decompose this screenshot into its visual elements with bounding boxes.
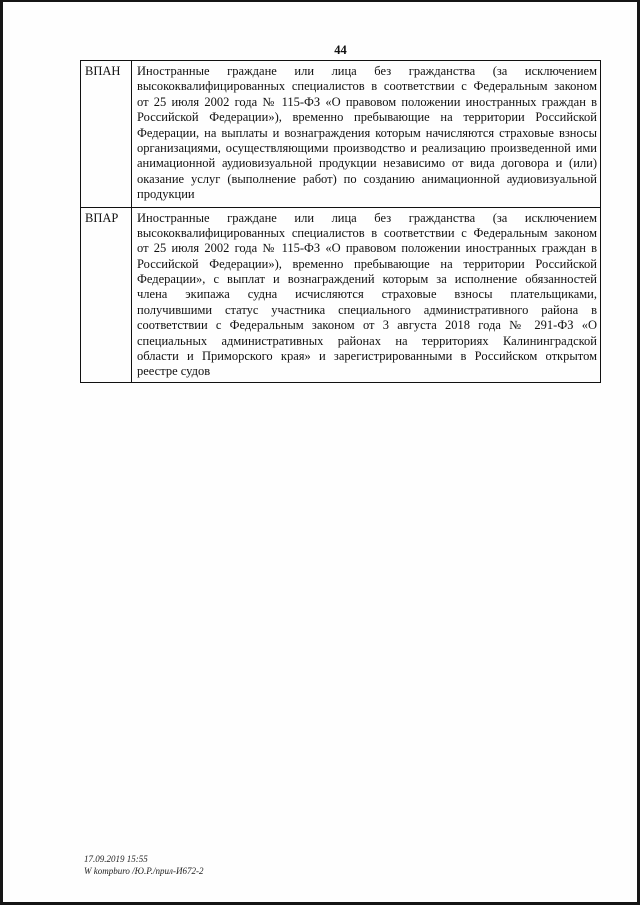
code-cell: ВПАН [81,61,132,208]
description-line: высококвалифицированных специалистов в соответствии с Федеральным законом [137,225,597,240]
description-line: от 25 июля 2002 года № 115-ФЗ «О правовом положении иностранных граждан в [137,241,597,256]
description-line: анимационной аудиовизуальной продукции независимо от вида договора и (или) [137,156,597,171]
description-line: Российской Федерации»), временно пребывающие на территории Российской [137,256,597,271]
description-cell [132,61,601,208]
description-line: Иностранные граждане или лица без гражданства (за исключением [137,210,597,225]
footer-timestamp: 17.09.2019 15:55 [84,854,148,864]
description-line: высококвалифицированных специалистов в соответствии с Федеральным законом [137,79,597,94]
description-line: реестре судов [137,364,211,379]
description-line: члена экипажа судна исчисляются страховые взносы плательщиками, [137,287,597,302]
description-line: Федерации, на выплаты и вознаграждения которым начисляются страховые взносы [137,125,597,140]
table-row-vpan [81,61,601,208]
description-line: оказание услуг (выполнение работ) по созданию анимационной аудиовизуальной [137,171,597,186]
page-number: 44 [334,43,347,57]
description-cell [132,207,601,382]
footer-file-path: W kompburo /Ю.Р./прил-И672-2 [84,866,204,876]
description-line: Российской Федерации»), временно пребывающие на территории Российской [137,110,597,125]
description-line: организациями, осуществляющими производство и реализацию произведенной ими [137,140,597,155]
table-row-vpar [81,207,601,382]
description-line: специальных административных районах на территориях Калининградской [137,333,597,348]
description-line: Иностранные граждане или лица без гражданства (за исключением [137,64,597,78]
description-line: получившими статус участника специального административного района в [137,302,597,317]
description-line: соответствии с Федеральным законом от 3 августа 2018 года № 291-ФЗ «О [137,318,597,333]
description-line: Федерации», с выплат и вознаграждений которым за исполнение обязанностей [137,272,597,287]
description-line: области и Приморского края» и зарегистрированными в Российском открытом [137,349,597,364]
code-cell: ВПАР [81,207,132,382]
footer [84,853,203,877]
document-table [80,60,601,383]
description-line: продукции [137,187,195,202]
description-line: от 25 июля 2002 года № 115-ФЗ «О правовом положении иностранных граждан в [137,94,597,109]
